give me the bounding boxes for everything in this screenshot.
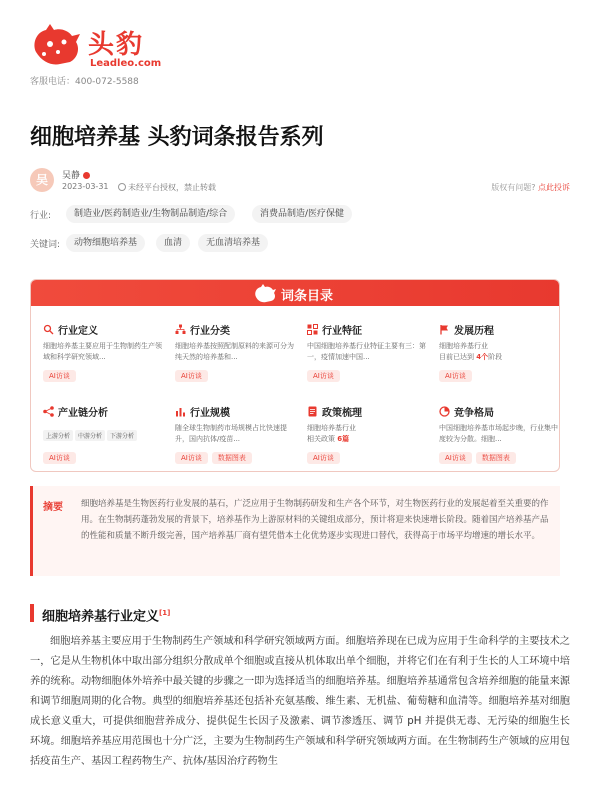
- report-question: 版权有问题?: [491, 183, 536, 192]
- chain-icon: [43, 406, 54, 417]
- toc-item-title: 行业规模: [190, 408, 230, 419]
- author-name-text: 吴静: [62, 171, 81, 181]
- toc-item-classification[interactable]: [175, 322, 295, 382]
- desc-text: 细胞培养基行业: [307, 424, 356, 432]
- service-phone: 客服电话：400-072-5588: [30, 77, 139, 87]
- toc-item-title: 发展历程: [454, 326, 494, 337]
- summary-text: 细胞培养基是生物医药行业发展的基石，广泛应用于生物制药研发和生产各个环节，对生物医药行业的发展起着至关重要的作用。在生物制药蓬勃发展的背景下，培养基作为上游原材料的关键组成部分，预计将迎来快速增长阶段。随着国产培养基产品的性能和质量不断升级完善，国产培养基厂商有望凭借本土化优势逐步实现进口替代，获得高于市场平均增速的增长水平。: [81, 499, 549, 541]
- ai-interview-chip[interactable]: AI访谈: [175, 370, 208, 382]
- toc-item-chain[interactable]: [43, 404, 163, 464]
- no-copy-icon: [118, 183, 126, 191]
- report-area: [491, 182, 570, 193]
- data-chart-chip[interactable]: 数据图表: [212, 452, 252, 464]
- toc-item-desc: 中国细胞培养基市场起步晚，行业集中度较为分散。细胞...: [439, 424, 558, 443]
- leopard-logo-icon: [30, 22, 82, 66]
- page-title: 细胞培养基 头豹词条报告系列: [30, 125, 324, 150]
- policy-count: 6篇: [337, 435, 350, 443]
- stage-count: 4个: [476, 353, 489, 361]
- industry-tag[interactable]: 消费品制造/医疗保健: [252, 205, 352, 223]
- bar-chart-icon: [175, 406, 186, 417]
- industry-tag[interactable]: 制造业/医药制造业/生物制品制造/综合: [66, 205, 235, 223]
- keyword-label: 关键词:: [30, 240, 61, 250]
- toc-item-scale[interactable]: [175, 404, 295, 464]
- midstream-chip[interactable]: 中游分析: [75, 430, 105, 441]
- toc-item-desc: [439, 341, 559, 363]
- keyword-row: [30, 234, 570, 252]
- toc-item-title: 竞争格局: [454, 408, 494, 419]
- summary-box: [30, 486, 560, 576]
- toc-item-title: 行业特征: [322, 326, 362, 337]
- keyword-tag[interactable]: 无血清培养基: [198, 234, 268, 252]
- avatar: 吴: [30, 168, 54, 192]
- ai-interview-chip[interactable]: AI访谈: [439, 452, 472, 464]
- keyword-tag[interactable]: 血清: [156, 234, 190, 252]
- desc-text: 目前已达到: [439, 353, 477, 361]
- toc-item-features[interactable]: [307, 322, 427, 382]
- logo-text: 头豹: [88, 30, 145, 60]
- reference-mark[interactable]: [1]: [159, 609, 171, 617]
- toc-item-competition[interactable]: [439, 404, 559, 464]
- toc-item-definition[interactable]: [43, 322, 163, 382]
- ai-interview-chip[interactable]: AI访谈: [43, 452, 76, 464]
- policy-icon: [307, 406, 318, 417]
- copyright-notice: [118, 182, 216, 193]
- industry-label: 行业:: [30, 211, 52, 221]
- publish-date: 2023-03-31: [62, 182, 109, 191]
- author-name[interactable]: [62, 168, 90, 181]
- hierarchy-icon: [175, 324, 186, 335]
- toc-title: 词条目录: [281, 289, 334, 304]
- desc-text: 阶段: [488, 353, 503, 361]
- data-chart-chip[interactable]: 数据图表: [476, 452, 516, 464]
- toc-item-title: 行业定义: [58, 326, 98, 337]
- summary-label: 摘要: [43, 502, 63, 513]
- toc-item-desc: 随全球生物制药市场规模占比快速提升，国内抗体/疫苗...: [175, 424, 287, 443]
- table-of-contents: [30, 279, 560, 472]
- desc-text: 细胞培养基行业: [439, 342, 488, 350]
- toc-item-history[interactable]: [439, 322, 559, 382]
- copyright-text: 未经平台授权，禁止转载: [128, 183, 216, 192]
- toc-item-policy[interactable]: [307, 404, 427, 464]
- logo-url[interactable]: Leadleo.com: [90, 58, 162, 69]
- section-title: [30, 604, 171, 625]
- ai-interview-chip[interactable]: AI访谈: [307, 370, 340, 382]
- toc-item-desc: 细胞培养基按照配制原料的来源可分为纯天然的培养基和...: [175, 342, 294, 361]
- toc-item-desc: [307, 423, 427, 445]
- verified-badge-icon: [83, 172, 90, 179]
- toc-item-desc: 中国细胞培养基行业特征主要有三：第一，疫情加速中国...: [307, 342, 426, 361]
- brand-header: [30, 18, 230, 88]
- keyword-tag[interactable]: 动物细胞培养基: [66, 234, 145, 252]
- toc-item-title: 产业链分析: [58, 408, 108, 419]
- section-body: 细胞培养基主要应用于生物制药生产领域和科学研究领域两方面。细胞培养现在已成为应用于生命科学的主要技术之一，它是从生物机体中取出部分组织分散成单个细胞或直接从机体取出单个细胞，并将它们在有利于生长的人工环境中培养的统称。动物细胞体外培养中最关键的步骤之一即为选择适当的细胞培养基。细胞培养基通常包含培养细胞的能量来源和调节细胞周期的化合物。典型的细胞培养基还包括补充氨基酸、维生素、无机盐、葡萄糖和血清等。细胞培养基对细胞成长意义重大，可提供细胞营养成分、提供促生长因子及激素、调节渗透压、调节 pH 并提供无毒、无污染的细胞生长环境。细胞培养基应用范围也十分广泛，主要为生物制药生产领域和科学研究领域两方面。在生物制药生产领域的应用包括疫苗生产、基因工程药物生产、抗体/基因治疗药物生: [30, 636, 570, 767]
- ai-interview-chip[interactable]: AI访谈: [175, 452, 208, 464]
- industry-row: [30, 205, 570, 223]
- pie-icon: [439, 406, 450, 417]
- section-title-text: 细胞培养基行业定义: [42, 609, 160, 625]
- ai-interview-chip[interactable]: AI访谈: [439, 370, 472, 382]
- toc-item-title: 行业分类: [190, 326, 230, 337]
- report-link[interactable]: 点此投诉: [538, 183, 570, 192]
- toc-item-title: 政策梳理: [322, 408, 362, 419]
- toc-item-desc: 细胞培养基主要应用于生物制药生产领域和科学研究领域...: [43, 342, 162, 361]
- toc-header: [31, 280, 559, 306]
- upstream-chip[interactable]: 上游分析: [43, 430, 73, 441]
- author-row: [30, 166, 570, 196]
- ai-interview-chip[interactable]: AI访谈: [43, 370, 76, 382]
- leopard-icon: [253, 283, 277, 303]
- grid-icon: [307, 324, 318, 335]
- desc-text: 相关政策: [307, 435, 338, 443]
- ai-interview-chip[interactable]: AI访谈: [307, 452, 340, 464]
- search-doc-icon: [43, 324, 54, 335]
- downstream-chip[interactable]: 下游分析: [107, 430, 137, 441]
- flag-icon: [439, 324, 450, 335]
